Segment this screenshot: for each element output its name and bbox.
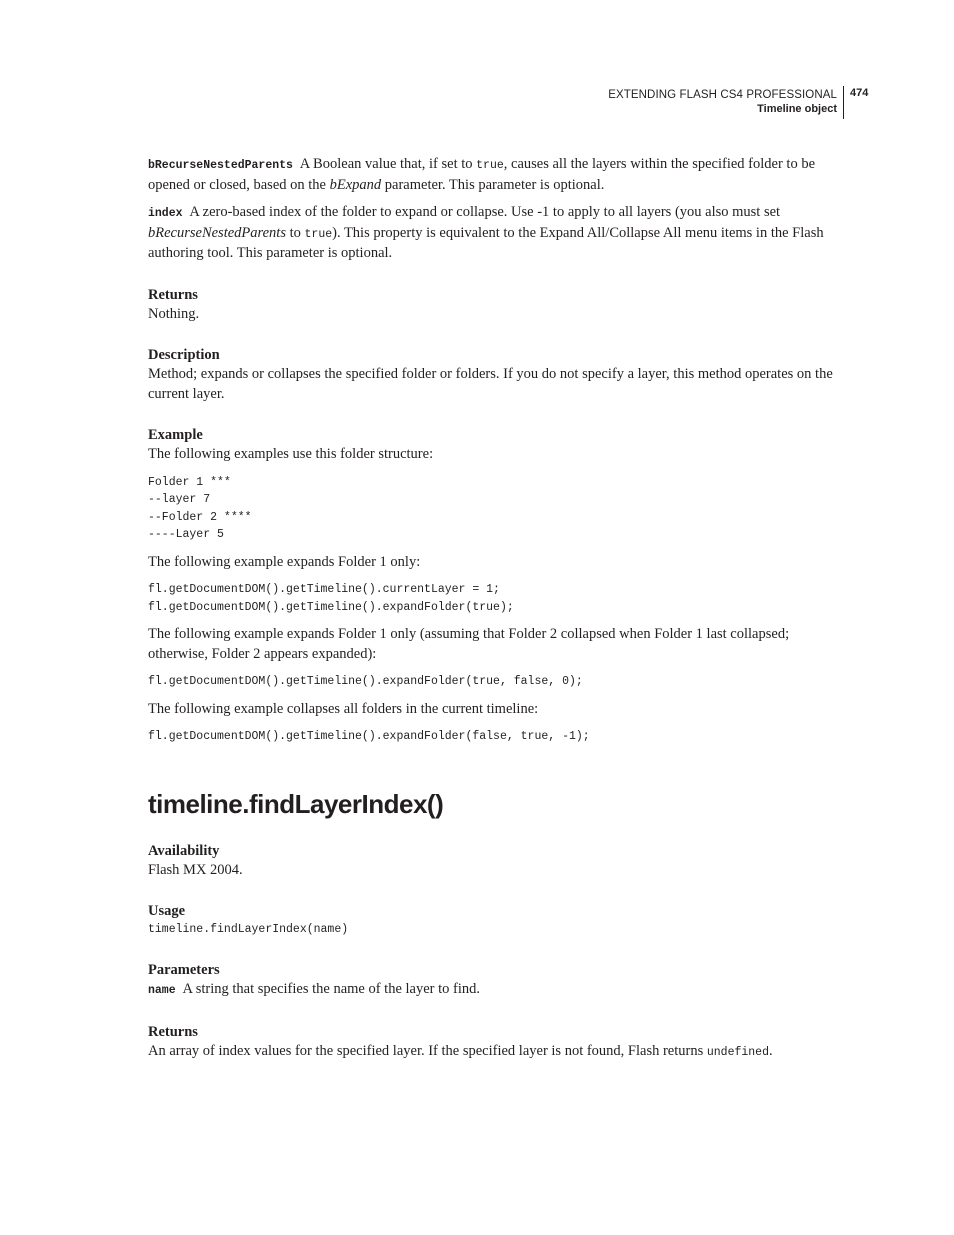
returns-text: Nothing. — [148, 305, 200, 322]
running-header-text — [608, 86, 844, 119]
returns-section-2 — [148, 1023, 848, 1063]
returns-heading: Returns — [148, 1023, 198, 1040]
description-heading: Description — [148, 347, 220, 363]
availability-text: Flash MX 2004. — [148, 861, 243, 878]
section-title: Timeline object — [757, 103, 837, 115]
param-text: A Boolean value that, if set to — [299, 156, 477, 172]
description-section — [148, 346, 848, 404]
availability-heading: Availability — [148, 842, 220, 859]
returns-section — [148, 286, 848, 325]
param-name: index — [148, 207, 183, 220]
param-index — [148, 203, 848, 264]
example-heading: Example — [148, 427, 203, 443]
example-text: The following example expands Folder 1 only (assuming that Folder 2 collapsed when Folder 1 last collapsed; otherwise, Folder 2 appears expanded): — [148, 626, 790, 662]
param-text: ). This property is equivalent to the Expand All/Collapse All menu items in the Flash authoring tool. This parameter is optional. — [148, 224, 824, 261]
param-ref: bRecurseNestedParents — [148, 224, 286, 241]
param-text: parameter. This parameter is optional. — [381, 176, 605, 193]
page-number: 474 — [850, 87, 869, 99]
inline-code: true — [304, 227, 333, 241]
example-text: The following example expands Folder 1 only: — [148, 553, 421, 570]
page-content — [148, 155, 848, 1062]
param-text: to — [285, 224, 305, 241]
method-title: timeline.findLayerIndex() — [148, 788, 444, 819]
code-block-expand-no-recurse: fl.getDocumentDOM().getTimeline().expandFolder(true, false, 0); — [148, 675, 583, 688]
usage-code: timeline.findLayerIndex(name) — [148, 923, 349, 936]
parameters-heading: Parameters — [148, 962, 220, 978]
returns-text — [148, 1042, 848, 1063]
param-name-entry — [148, 980, 848, 1001]
param-text: A zero-based index of the folder to expand or collapse. Use -1 to apply to all layers (you also must set — [189, 204, 781, 220]
example-text: The following example collapses all folders in the current timeline: — [148, 700, 539, 717]
example-section — [148, 426, 848, 746]
returns-heading: Returns — [148, 286, 198, 303]
param-brecursenestedparents — [148, 155, 848, 195]
code-block-folder-structure: Folder 1 *** --layer 7 --Folder 2 **** ----Layer 5 — [148, 475, 252, 541]
availability-section — [148, 842, 848, 881]
param-name: bRecurseNestedParents — [148, 159, 293, 172]
param-ref: bExpand — [329, 176, 382, 193]
parameters-section — [148, 961, 848, 1001]
param-text: A string that specifies the name of the layer to find. — [182, 981, 481, 997]
description-text: Method; expands or collapses the specified folder or folders. If you do not specify a layer, this method operates on the current layer. — [148, 366, 833, 402]
inline-code: undefined — [706, 1045, 769, 1059]
param-name: name — [148, 984, 176, 997]
code-block-expand-folder-1: fl.getDocumentDOM().getTimeline().currentLayer = 1; fl.getDocumentDOM().getTimeline().expandFolder(true); — [148, 583, 514, 614]
usage-heading: Usage — [148, 903, 186, 919]
document-title: EXTENDING FLASH CS4 PROFESSIONAL — [608, 89, 837, 101]
param-text: , causes all the layers within the specified folder to be opened or closed, based on the — [148, 156, 816, 193]
usage-section — [148, 902, 848, 939]
running-header — [608, 86, 844, 119]
code-block-collapse-all: fl.getDocumentDOM().getTimeline().expandFolder(false, true, -1); — [148, 730, 590, 743]
example-intro: The following examples use this folder structure: — [148, 446, 434, 462]
returns-text-part: An array of index values for the specified layer. If the specified layer is not found, Flash returns — [148, 1042, 707, 1059]
inline-code: true — [476, 159, 504, 172]
returns-text-part: . — [769, 1042, 773, 1059]
